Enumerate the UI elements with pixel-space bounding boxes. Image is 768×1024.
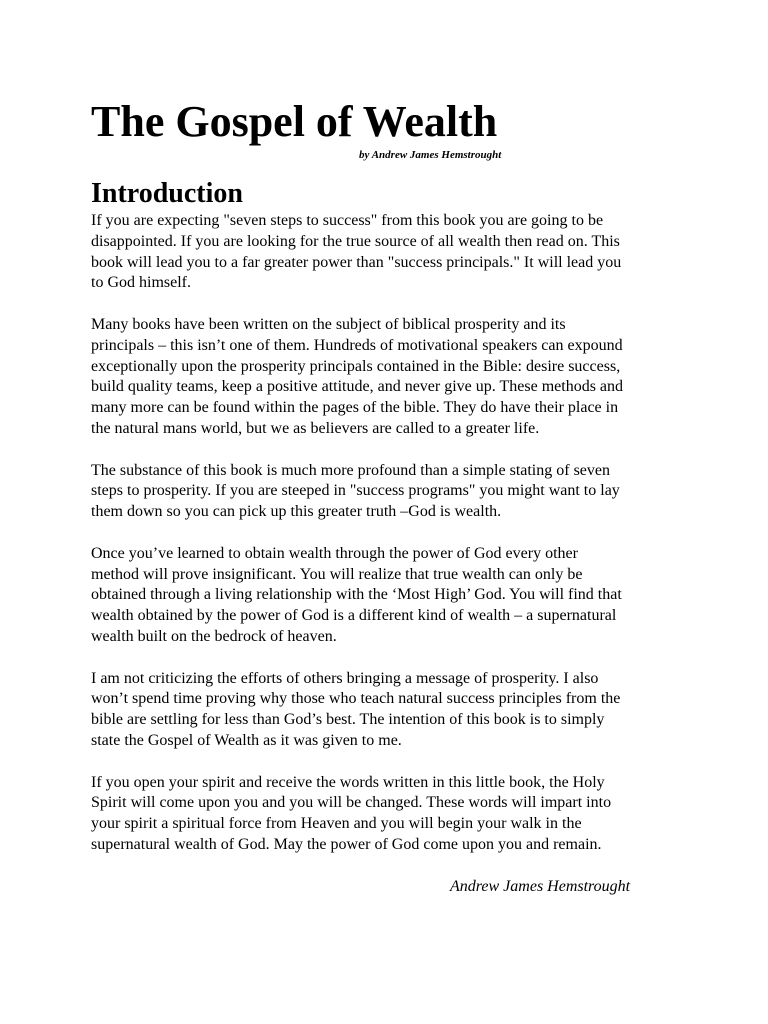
section-heading: Introduction	[91, 178, 243, 209]
paragraph-line: I am not criticizing the efforts of others bringing a message of prosperity. I also	[91, 669, 599, 687]
paragraph-line: Many books have been written on the subject of biblical prosperity and its	[91, 315, 566, 333]
paragraph-3	[91, 461, 691, 523]
paragraph-line: obtained through a living relationship with the ‘Most High’ God. You will find that	[91, 586, 622, 604]
paragraph-line: them down so you can pick up this greater truth –God is wealth.	[91, 503, 502, 521]
paragraph-line: disappointed. If you are looking for the true source of all wealth then read on. This	[91, 232, 620, 250]
paragraph-line: exceptionally upon the prosperity principals contained in the Bible: desire success,	[91, 357, 621, 375]
paragraph-line: state the Gospel of Wealth as it was given to me.	[91, 731, 402, 749]
paragraph-line: Once you’ve learned to obtain wealth through the power of God every other	[91, 544, 578, 562]
document-title: The Gospel of Wealth	[91, 97, 498, 146]
paragraph-line: many more can be found within the pages of the bible. They do have their place in	[91, 399, 619, 417]
paragraph-6	[91, 773, 691, 856]
paragraph-2	[91, 315, 691, 440]
paragraph-4	[91, 544, 691, 648]
paragraph-line: build quality teams, keep a positive attitude, and never give up. These methods and	[91, 378, 624, 396]
paragraph-line: wealth obtained by the power of God is a different kind of wealth – a supernatural	[91, 607, 617, 625]
paragraph-5	[91, 669, 691, 752]
paragraph-line: your spirit a spiritual force from Heaven and you will begin your walk in the	[91, 815, 582, 833]
paragraph-line: bible are settling for less than God’s best. The intention of this book is to simply	[91, 711, 605, 729]
paragraph-line: the natural mans world, but we as believers are called to a greater life.	[91, 419, 540, 437]
paragraph-line: If you open your spirit and receive the words written in this little book, the Holy	[91, 773, 605, 791]
paragraph-line: steps to prosperity. If you are steeped in "success programs" you might want to lay	[91, 482, 620, 500]
document-page	[91, 96, 691, 897]
author-signature: Andrew James Hemstrought	[450, 877, 631, 895]
paragraph-line: to God himself.	[91, 274, 191, 292]
paragraph-line: principals – this isn’t one of them. Hundreds of motivational speakers can expound	[91, 336, 623, 354]
author-byline: by Andrew James Hemstrought	[359, 149, 502, 161]
paragraph-line: won’t spend time proving why those who teach natural success principles from the	[91, 690, 621, 708]
paragraph-line: Spirit will come upon you and you will be changed. These words will impart into	[91, 794, 612, 812]
paragraph-1	[91, 211, 691, 294]
paragraph-line: book will lead you to a far greater power than "success principals." It will lead you	[91, 253, 622, 271]
paragraph-line: method will prove insignificant. You will realize that true wealth can only be	[91, 565, 583, 583]
paragraph-line: If you are expecting "seven steps to success" from this book you are going to be	[91, 212, 604, 229]
paragraph-line: The substance of this book is much more profound than a simple stating of seven	[91, 461, 611, 479]
paragraph-line: wealth built on the bedrock of heaven.	[91, 627, 337, 645]
paragraph-line: supernatural wealth of God. May the power of God come upon you and remain.	[91, 835, 602, 853]
